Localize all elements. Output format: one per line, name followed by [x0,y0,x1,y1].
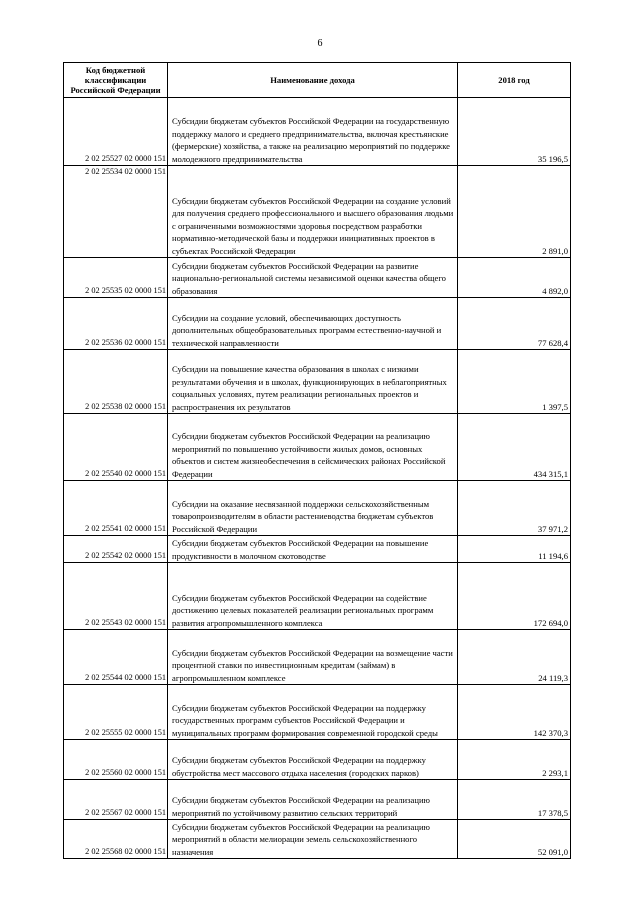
table-row [64,820,571,859]
table-row [64,298,571,350]
income-name: Субсидии бюджетам субъектов Российской Федерации на реализацию мероприятий в области мелиорации земель сельскохозяйственного назначения [168,820,458,859]
income-name: Субсидии бюджетам субъектов Российской Федерации на создание условий для получения среднего профессионального и высшего образования людьми с ограниченными возможностями здоровья посредством разработки нормативно-методической базы и поддержки инициативных проектов в субъектах Российской Федерации [168,166,458,258]
budget-code: 2 02 25542 02 0000 151 [64,536,168,563]
table-row [64,258,571,298]
amount-2018: 2 891,0 [458,166,571,258]
budget-code: 2 02 25544 02 0000 151 [64,630,168,685]
income-table [63,62,571,859]
amount-2018: 77 628,4 [458,298,571,350]
table-row [64,536,571,563]
income-name: Субсидии на создание условий, обеспечивающих доступность дополнительных общеобразовательных программ естественно-научной и технической направленности [168,298,458,350]
income-name: Субсидии бюджетам субъектов Российской Федерации на возмещение части процентной ставки по инвестиционным кредитам (займам) в агропромышленном комплексе [168,630,458,685]
budget-code: 2 02 25543 02 0000 151 [64,563,168,630]
table-row [64,685,571,740]
income-name: Субсидии бюджетам субъектов Российской Федерации на реализацию мероприятий по повышению устойчивости жилых домов, основных объектов и систем жизнеобеспечения в сейсмических районах Российской Федерации [168,414,458,481]
budget-code: 2 02 25541 02 0000 151 [64,481,168,536]
table-row [64,563,571,630]
amount-2018: 11 194,6 [458,536,571,563]
table-row [64,166,571,258]
income-name: Субсидии бюджетам субъектов Российской Федерации на поддержку государственных программ субъектов Российской Федерации и муниципальных программ формирования современной городской среды [168,685,458,740]
amount-2018: 142 370,3 [458,685,571,740]
amount-2018: 17 378,5 [458,780,571,820]
amount-2018: 4 892,0 [458,258,571,298]
income-name: Субсидии бюджетам субъектов Российской Федерации на повышение продуктивности в молочном скотоводстве [168,536,458,563]
budget-code: 2 02 25560 02 0000 151 [64,740,168,780]
table-row [64,780,571,820]
income-name: Субсидии бюджетам субъектов Российской Федерации на государственную поддержку малого и среднего предпринимательства, включая крестьянские (фермерские) хозяйства, а также на реализацию мероприятий по поддержке молодежного предпринимательства [168,98,458,166]
income-name: Субсидии на повышение качества образования в школах с низкими результатами обучения и в школах, функционирующих в неблагоприятных социальных условиях, путем реализации региональных проектов и распространения их результатов [168,350,458,414]
header-code: Код бюджетной классификации Российской Федерации [64,63,168,98]
income-name: Субсидии на оказание несвязанной поддержки сельскохозяйственным товаропроизводителям в области растениеводства бюджетам субъектов Российской Федерации [168,481,458,536]
amount-2018: 52 091,0 [458,820,571,859]
budget-code: 2 02 25555 02 0000 151 [64,685,168,740]
table-row [64,740,571,780]
header-year: 2018 год [458,63,571,98]
income-name: Субсидии бюджетам субъектов Российской Федерации на содействие достижению целевых показателей реализации региональных программ развития агропромышленного комплекса [168,563,458,630]
amount-2018: 172 694,0 [458,563,571,630]
budget-code: 2 02 25567 02 0000 151 [64,780,168,820]
amount-2018: 35 196,5 [458,98,571,166]
table-header-row [64,63,571,98]
income-name: Субсидии бюджетам субъектов Российской Федерации на поддержку обустройства мест массового отдыха населения (городских парков) [168,740,458,780]
amount-2018: 1 397,5 [458,350,571,414]
table-body [64,98,571,859]
amount-2018: 2 293,1 [458,740,571,780]
budget-code: 2 02 25527 02 0000 151 [64,98,168,166]
income-name: Субсидии бюджетам субъектов Российской Федерации на реализацию мероприятий по устойчивому развитию сельских территорий [168,780,458,820]
budget-code: 2 02 25534 02 0000 151 [64,166,168,258]
amount-2018: 434 315,1 [458,414,571,481]
amount-2018: 37 971,2 [458,481,571,536]
budget-code: 2 02 25540 02 0000 151 [64,414,168,481]
income-name: Субсидии бюджетам субъектов Российской Федерации на развитие национально-региональной системы независимой оценки качества общего образования [168,258,458,298]
header-name: Наименование дохода [168,63,458,98]
page-number: 6 [317,38,323,49]
table-row [64,350,571,414]
table-row [64,414,571,481]
budget-code: 2 02 25535 02 0000 151 [64,258,168,298]
budget-code: 2 02 25568 02 0000 151 [64,820,168,859]
table-row [64,630,571,685]
table-row [64,98,571,166]
amount-2018: 24 119,3 [458,630,571,685]
budget-code: 2 02 25538 02 0000 151 [64,350,168,414]
table-row [64,481,571,536]
budget-code: 2 02 25536 02 0000 151 [64,298,168,350]
